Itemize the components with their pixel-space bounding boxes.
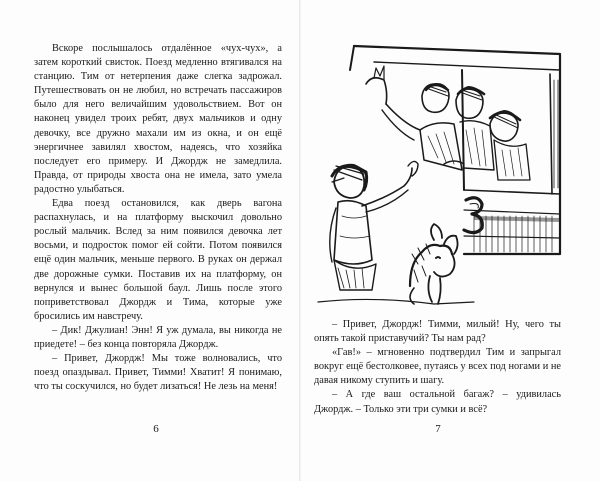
- paragraph: – А где ваш остальной багаж? – удивилась Джордж. – Только эти три сумки и всё?: [314, 389, 561, 415]
- right-page: [300, 0, 600, 481]
- paragraph: – Привет, Джордж! Мы тоже волновались, что поезд опаздывал. Привет, Тимми! Хватит! Я понимаю, что ты соскучился, но будет лизаться! Не лезь на меня!: [34, 353, 282, 393]
- left-page-text: [34, 42, 282, 394]
- train-illustration-drawing: [314, 40, 562, 308]
- paragraph: – Дик! Джулиан! Энн! Я уж думала, вы никогда не приедете! – без конца повторяла Джордж.: [34, 324, 282, 350]
- page-number-left: 6: [153, 423, 159, 435]
- paragraph: «Гав!» – мгновенно подтвердил Тим и запрыгал вокруг ещё бестолковее, путаясь у всех под ногами и не давая никому ступить и шагу.: [314, 347, 561, 387]
- train-illustration: [314, 40, 562, 308]
- right-page-text: [314, 318, 561, 417]
- page-number-right: 7: [435, 423, 441, 435]
- paragraph: Вскоре послышалось отдалённое «чух-чух», а затем короткий свисток. Поезд медленно втягивался на станцию. Тим от нетерпения даже слегка задрожал. Путешествовать он не любил, но встречать пассажиров было для него величайшим удовольствием. Вот он наконец увидел троих ребят, двух мальчиков и одну девочку, все дружно махали им из окна, и он ещё энергичнее завилял хвостом, надеясь, что хозяйка последует его примеру. И Джордж не замедлила. Правда, от природы хвоста она не имела, зато умела радостно улыбаться.: [34, 43, 282, 195]
- paragraph: – Привет, Джордж! Тимми, милый! Ну, чего ты опять такой приставучий? Ты нам рад?: [314, 319, 561, 345]
- paragraph: Едва поезд остановился, как дверь вагона распахнулась, и на платформу выскочил довольно рослый мальчик. Вслед за ним появился девочка лет восьми, и подросток помог ей сойти. Потом появился ещё один мальчик, меньше первого. В руках он держал две дорожные сумки. Поставив их на платформу, он вернулся и вынес большой баул. Лишь после этого поприветствовал Джордж и Тима, которые уже бросились им навстречу.: [34, 198, 282, 322]
